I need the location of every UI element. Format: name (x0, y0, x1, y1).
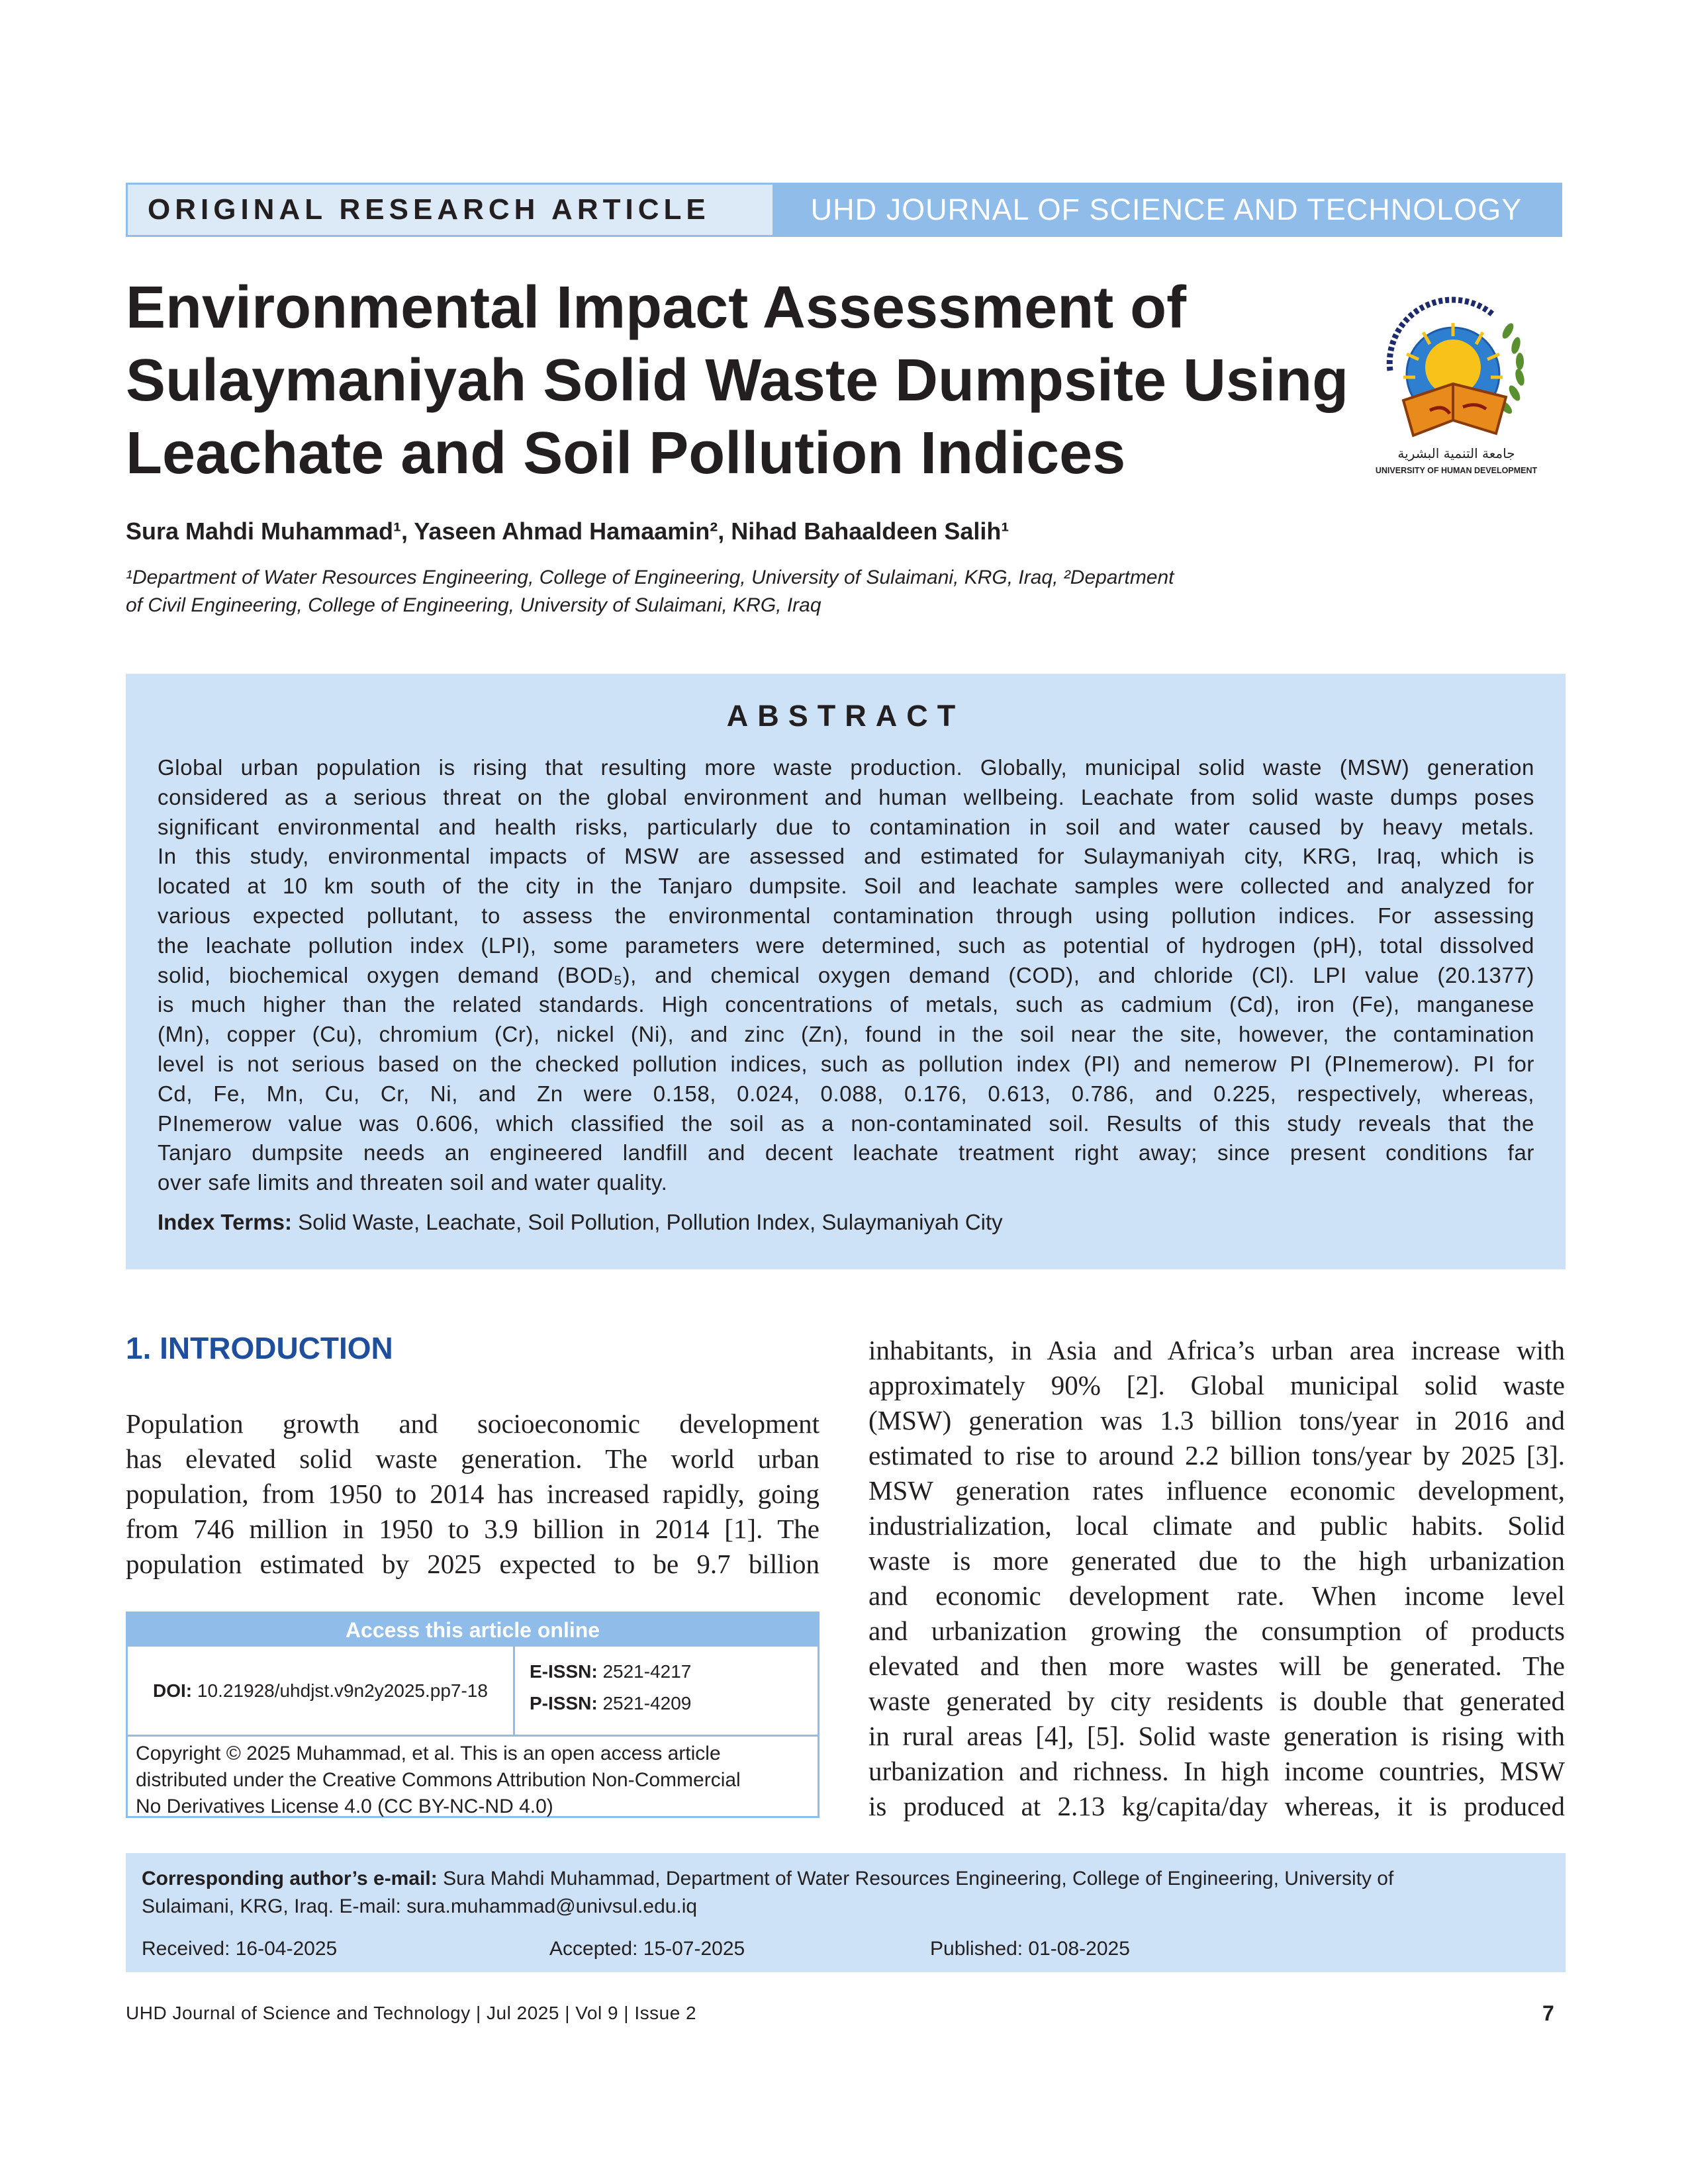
body-line: and urbanization growing the consumption of products (868, 1615, 1565, 1646)
journal-name-label: UHD JOURNAL OF SCIENCE AND TECHNOLOGY (773, 185, 1560, 235)
title-line: Sulaymaniyah Solid Waste Dumpsite Using (126, 347, 1349, 414)
title-line: Leachate and Soil Pollution Indices (126, 420, 1126, 486)
body-line: urbanization and richness. In high income countries, MSW (868, 1756, 1565, 1786)
body-line: is produced at 2.13 kg/capita/day whereas, it is produced (868, 1791, 1565, 1821)
abstract-box (126, 674, 1566, 1269)
accepted-date: Accepted: 15-07-2025 (549, 1938, 745, 1960)
body-line: (MSW) generation was 1.3 billion tons/year in 2016 and (868, 1405, 1565, 1435)
body-line: in rural areas [4], [5]. Solid waste generation is rising with (868, 1721, 1565, 1751)
body-line: Population growth and socioeconomic development (126, 1408, 820, 1439)
abstract-line: Tanjaro dumpsite needs an engineered landfill and decent leachate treatment right away; since present conditions far (158, 1140, 1534, 1165)
article-title (126, 271, 1349, 490)
intro-right-column (868, 1333, 1565, 1824)
copyright-line: No Derivatives License 4.0 (CC BY-NC-ND 4.0) (136, 1796, 553, 1817)
intro-left-column (126, 1406, 820, 1582)
introduction-heading: 1. INTRODUCTION (126, 1331, 393, 1365)
abstract-line: PInemerow value was 0.606, which classified the soil as a non-contaminated soil. Results of this study reveals that the (158, 1111, 1534, 1136)
author-list: Sura Mahdi Muhammad¹, Yaseen Ahmad Hamaamin², Nihad Bahaaldeen Salih¹ (126, 518, 1009, 545)
abstract-line: various expected pollutant, to assess the environmental contamination through using pollution indices. For assessing (158, 903, 1534, 928)
abstract-line: In this study, environmental impacts of MSW are assessed and estimated for Sulaymaniyah city, KRG, Iraq, which is (158, 844, 1534, 869)
access-heading: Access this article online (128, 1614, 818, 1647)
correspondence-text (142, 1865, 1545, 1921)
doi-cell (128, 1647, 515, 1735)
abstract-line: solid, biochemical oxygen demand (BOD₅), and chemical oxygen demand (COD), and chloride (Cl). LPI value (20.1377) (158, 962, 1534, 987)
body-line: approximately 90% [2]. Global municipal solid waste (868, 1370, 1565, 1400)
body-line: and economic development rate. When income level (868, 1580, 1565, 1611)
logo-arabic-name: جامعة التنمية البشرية (1397, 445, 1515, 461)
body-line: industrialization, local climate and public habits. Solid (868, 1510, 1565, 1541)
abstract-line: is much higher than the related standards. High concentrations of metals, such as cadmium (Cd), iron (Fe), manganese (158, 992, 1534, 1017)
body-line: has elevated solid waste generation. The world urban (126, 1443, 820, 1474)
abstract-body (158, 753, 1534, 1198)
affiliation-line: ¹Department of Water Resources Engineering, College of Engineering, University of Sulaimani, KRG, Iraq, ²Department (126, 567, 1174, 588)
doi-label: DOI: (153, 1680, 193, 1701)
abstract-line: considered as a serious threat on the global environment and human wellbeing. Leachate from solid waste dumps poses (158, 784, 1534, 809)
published-date: Published: 01-08-2025 (930, 1938, 1130, 1960)
article-type-label: ORIGINAL RESEARCH ARTICLE (148, 193, 710, 226)
received-date: Received: 16-04-2025 (142, 1938, 338, 1960)
issn-cell (515, 1647, 818, 1735)
body-line: MSW generation rates influence economic development, (868, 1475, 1565, 1506)
footer-journal-info: UHD Journal of Science and Technology | Jul 2025 | Vol 9 | Issue 2 (126, 2003, 697, 2023)
body-line: waste generated by city residents is double that generated (868, 1686, 1565, 1716)
logo-university-name: UNIVERSITY OF HUMAN DEVELOPMENT (1375, 466, 1538, 475)
abstract-line: the leachate pollution index (LPI), some parameters were determined, such as potential of hydrogen (pH), total dissolved (158, 933, 1534, 958)
affiliation-line: of Civil Engineering, College of Engineering, University of Sulaimani, KRG, Iraq (126, 594, 821, 616)
body-line: population, from 1950 to 2014 has increased rapidly, going (126, 1479, 820, 1509)
page-number: 7 (1542, 2001, 1554, 2025)
abstract-line: Cd, Fe, Mn, Cu, Cr, Ni, and Zn were 0.158, 0.024, 0.088, 0.176, 0.613, 0.786, and 0.225, respectively, whereas, (158, 1081, 1534, 1106)
access-article-box (126, 1612, 820, 1818)
index-terms-label: Index Terms: (158, 1210, 292, 1234)
abstract-line: significant environmental and health risks, particularly due to contamination in soil and water caused by heavy metals. (158, 814, 1534, 839)
university-logo (1357, 285, 1556, 483)
abstract-line: level is not serious based on the checked pollution indices, such as pollution index (PI) and nemerow PI (PInemerow). PI for (158, 1051, 1534, 1076)
eissn-value: 2521-4217 (602, 1661, 692, 1682)
index-terms (158, 1210, 1003, 1235)
body-line: elevated and then more wastes will be generated. The (868, 1651, 1565, 1681)
copyright-line: Copyright © 2025 Muhammad, et al. This is an open access article (136, 1743, 721, 1764)
abstract-line: located at 10 km south of the city in the Tanjaro dumpsite. Soil and leachate samples were collected and analyzed for (158, 874, 1534, 899)
pissn-value: 2521-4209 (602, 1693, 692, 1713)
affiliations (126, 564, 1350, 619)
body-line: population estimated by 2025 expected to be 9.7 billion (126, 1549, 820, 1579)
abstract-line: Global urban population is rising that resulting more waste production. Globally, municipal solid waste (MSW) generation (158, 755, 1534, 780)
doi-link[interactable]: 10.21928/uhdjst.v9n2y2025.pp7-18 (197, 1680, 488, 1701)
body-line: waste is more generated due to the high urbanization (868, 1545, 1565, 1576)
copyright-notice (128, 1735, 818, 1820)
correspondence-label: Corresponding author’s e-mail: (142, 1868, 438, 1889)
title-line: Environmental Impact Assessment of (126, 275, 1187, 341)
body-line: inhabitants, in Asia and Africa’s urban area increase with (868, 1335, 1565, 1365)
body-line: estimated to rise to around 2.2 billion tons/year by 2025 [3]. (868, 1440, 1565, 1471)
abstract-line: (Mn), copper (Cu), chromium (Cr), nickel (Ni), and zinc (Zn), found in the soil near the site, however, the contamination (158, 1022, 1534, 1047)
eissn-label: E-ISSN: (530, 1661, 598, 1682)
body-line: from 746 million in 1950 to 3.9 billion in 2014 [1]. The (126, 1514, 820, 1544)
copyright-line: distributed under the Creative Commons Attribution Non-Commercial (136, 1769, 741, 1791)
pissn-label: P-ISSN: (530, 1693, 598, 1713)
correspondence-line: Sura Mahdi Muhammad, Department of Water Resources Engineering, College of Engineering, University of (443, 1868, 1394, 1889)
article-header-bar (126, 183, 1562, 237)
correspondence-box (126, 1853, 1566, 1972)
abstract-heading: ABSTRACT (726, 699, 965, 733)
abstract-line: over safe limits and threaten soil and water quality. (158, 1170, 668, 1195)
correspondence-email-line[interactable]: Sulaimani, KRG, Iraq. E-mail: sura.muhammad@univsul.edu.iq (142, 1895, 698, 1917)
index-terms-value: Solid Waste, Leachate, Soil Pollution, Pollution Index, Sulaymaniyah City (298, 1210, 1003, 1234)
